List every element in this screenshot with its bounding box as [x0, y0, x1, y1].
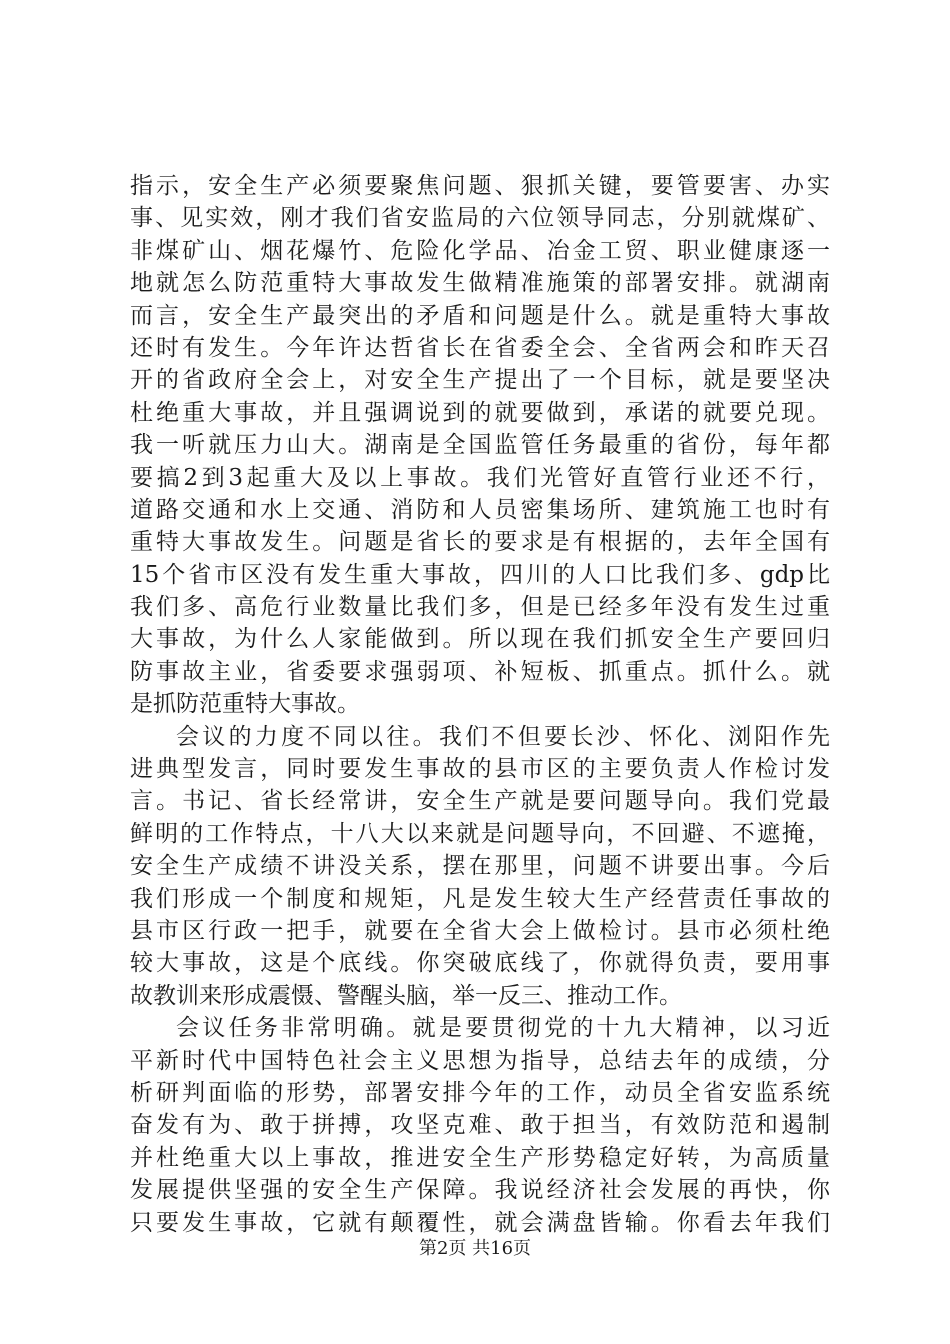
- text-line: 还时有发生。今年许达哲省长在省委全会、全省两会和昨天召: [130, 334, 830, 361]
- text-line: 会议任务非常明确。就是要贯彻党的十九大精神，以习近: [176, 1015, 830, 1042]
- text-line: 防事故主业，省委要求强弱项、补短板、抓重点。抓什么。就: [130, 658, 830, 685]
- page-number-footer: 第2页 共16页: [418, 1238, 532, 1259]
- text-line: 县市区行政一把手，就要在全省大会上做检讨。县市必须杜绝: [130, 917, 830, 944]
- text-line: 平新时代中国特色社会主义思想为指导，总结去年的成绩，分: [130, 1047, 830, 1074]
- text-line: 我们形成一个制度和规矩，凡是发生较大生产经营责任事故的: [130, 885, 830, 912]
- text-line: 较大事故，这是个底线。你突破底线了，你就得负责，要用事: [130, 950, 830, 977]
- text-line: 非煤矿山、烟花爆竹、危险化学品、冶金工贸、职业健康逐一: [130, 237, 830, 264]
- text-line: 并杜绝重大以上事故，推进安全生产形势稳定好转，为高质量: [130, 1144, 830, 1171]
- text-line: 事、见实效，刚才我们省安监局的六位领导同志，分别就煤矿、: [130, 205, 830, 232]
- text-line: 我们多、高危行业数量比我们多，但是已经多年没有发生过重: [130, 594, 830, 621]
- text-line: 是抓防范重特大事故。: [130, 691, 360, 718]
- text-line: 道路交通和水上交通、消防和人员密集场所、建筑施工也时有: [130, 496, 830, 523]
- text-line: 会议的力度不同以往。我们不但要长沙、怀化、浏阳作先: [176, 723, 830, 750]
- text-line: 安全生产成绩不讲没关系，摆在那里，问题不讲要出事。今后: [130, 853, 830, 880]
- text-line: 言。书记、省长经常讲，安全生产就是要问题导向。我们党最: [130, 788, 830, 815]
- text-line: 故教训来形成震慑、警醒头脑，举一反三、推动工作。: [130, 982, 682, 1009]
- text-line: 而言，安全生产最突出的矛盾和问题是什么。就是重特大事故: [130, 302, 830, 329]
- text-line: 发展提供坚强的安全生产保障。我说经济社会发展的再快，你: [130, 1177, 830, 1204]
- text-line: 地就怎么防范重特大事故发生做精准施策的部署安排。就湖南: [130, 270, 830, 297]
- text-line: 奋发有为、敢于拼搏，攻坚克难、敢于担当，有效防范和遏制: [130, 1112, 830, 1139]
- text-line: 杜绝重大事故，并且强调说到的就要做到，承诺的就要兑现。: [130, 399, 830, 426]
- text-line: 15个省市区没有发生重大事故，四川的人口比我们多、gdp比: [130, 561, 830, 588]
- text-line: 重特大事故发生。问题是省长的要求是有根据的，去年全国有: [130, 529, 830, 556]
- text-line: 析研判面临的形势，部署安排今年的工作，动员全省安监系统: [130, 1079, 830, 1106]
- text-line: 只要发生事故，它就有颠覆性，就会满盘皆输。你看去年我们: [130, 1209, 830, 1236]
- text-line: 进典型发言，同时要发生事故的县市区的主要负责人作检讨发: [130, 756, 830, 783]
- body-text: [130, 170, 830, 1239]
- text-line: 我一听就压力山大。湖南是全国监管任务最重的省份，每年都: [130, 432, 830, 459]
- text-line: 要搞2到3起重大及以上事故。我们光管好直管行业还不行，: [130, 464, 830, 491]
- text-line: 大事故，为什么人家能做到。所以现在我们抓安全生产要回归: [130, 626, 830, 653]
- text-line: 开的省政府全会上，对安全生产提出了一个目标，就是要坚决: [130, 367, 830, 394]
- text-line: 指示，安全生产必须要聚焦问题、狠抓关键，要管要害、办实: [130, 173, 830, 199]
- text-line: 鲜明的工作特点，十八大以来就是问题导向，不回避、不遮掩，: [130, 820, 830, 847]
